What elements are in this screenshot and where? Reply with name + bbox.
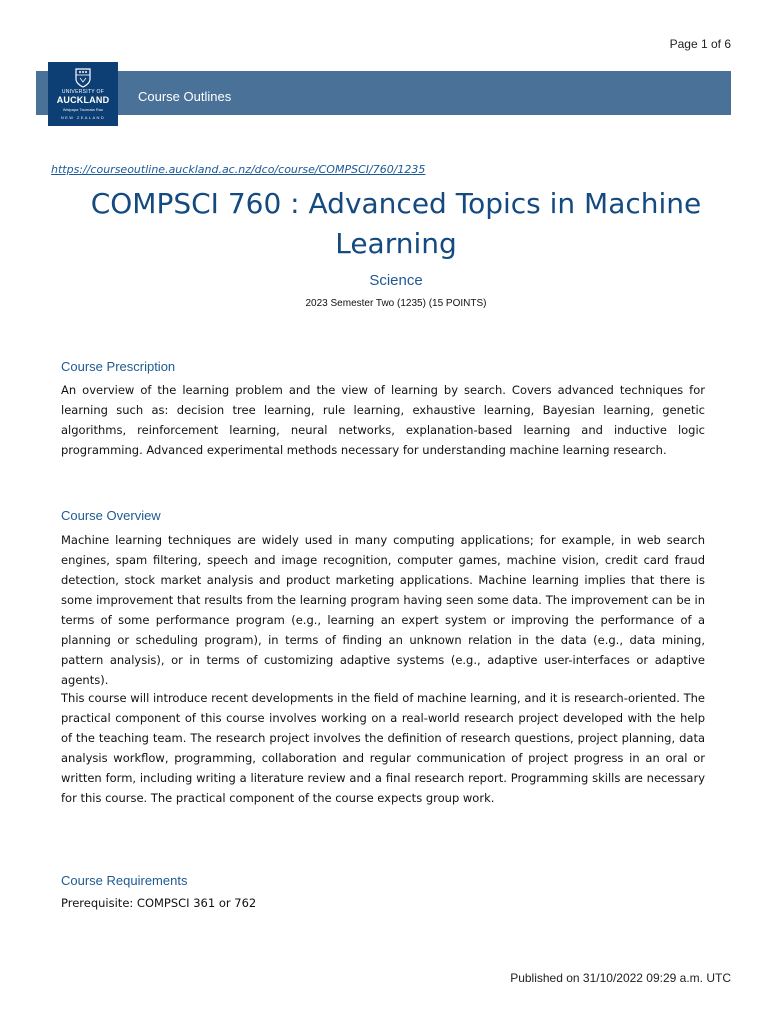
logo-line-2: AUCKLAND [56,95,110,105]
university-logo[interactable] [48,62,118,126]
requirements-heading: Course Requirements [61,873,188,888]
overview-heading: Course Overview [61,508,161,523]
prescription-heading: Course Prescription [61,359,176,374]
logo-line-4: NEW ZEALAND [60,115,106,120]
prescription-text: An overview of the learning problem and the view of learning by search. Covers advanced techniques for learning such as: decision tree learning, rule learning, exhaustive learning, Bayesian learning, genetic algorithms, reinforcement learning, neural networks, explanation-based learning and inductive logic programming. Advanced experimental methods necessary for understanding machine learning research. [61,383,705,457]
overview-paragraph-1: Machine learning techniques are widely used in many computing applications; for example, in web search engines, spam filtering, speech and image recognition, computer games, machine vision, credit card fraud detection, stock market analysis and product marketing applications. Machine learning implies that there is some improvement that results from the learning program having seen some data. The improvement can be in terms of some performance program (e.g., learning an expert system or improving the performance of a planning or scheduling program), in terms of finding an unknown relation in the data (e.g., data mining, pattern analysis), or in terms of customizing adaptive systems (e.g., adaptive user-interfaces or adaptive agents). [61,533,705,687]
course-url-link[interactable]: https://courseoutline.auckland.ac.nz/dco/course/COMPSCI/760/1235 [51,163,426,176]
course-title: COMPSCI 760 : Advanced Topics in Machine Learning [90,187,702,260]
faculty-name: Science [369,272,423,289]
requirements-text: Prerequisite: COMPSCI 361 or 762 [61,896,257,910]
crest-icon [75,68,91,88]
logo-line-1: UNIVERSITY OF [61,89,105,95]
semester-info: 2023 Semester Two (1235) (15 POINTS) [305,298,487,309]
published-date: Published on 31/10/2022 09:29 a.m. UTC [510,971,731,985]
logo-line-3: Waipapa Taumata Rau [62,107,104,112]
banner-title: Course Outlines [138,89,232,104]
overview-paragraph-2: This course will introduce recent developments in the field of machine learning, and it is research-oriented. The practical component of this course involves working on a real-world research project developed with the help of the teaching team. The research project involves the definition of research questions, project planning, data analysis workflow, programming, collaboration and regular communication of project progress in an oral or written form, including writing a literature review and a final research report. Programming skills are necessary for this course. The practical component of the course expects group work. [61,691,705,805]
page-indicator: Page 1 of 6 [669,37,731,51]
